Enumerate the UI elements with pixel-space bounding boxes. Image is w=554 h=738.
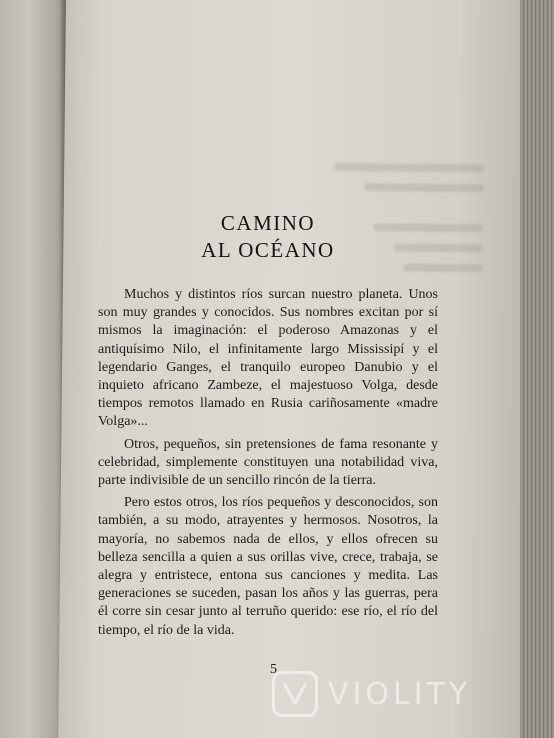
watermark-brand: VIOLITY [328, 676, 472, 712]
paragraph: Otros, pequeños, sin pretensiones de fama resonante y celebridad, simplemente constituyen una notabilidad viva, parte indivisible de un sencillo rincón de la tierra. [98, 436, 438, 489]
violity-logo-icon [272, 671, 318, 717]
chapter-body [98, 286, 438, 644]
page-content [98, 0, 508, 738]
page-stack-edge [520, 0, 554, 738]
watermark [272, 668, 471, 720]
chapter-title-line-2: AL OCÉANO [201, 238, 335, 262]
paragraph: Muchos y distintos ríos surcan nuestro planeta. Unos son muy grandes y conocidos. Sus nombres excitan por sí mismos la imaginación: el poderoso Amazonas y el antiquísimo Nilo, el infinitamente largo Mississipí y el legendario Ganges, el tranquilo europeo Danubio y el inquieto africano Zambeze, el majestuoso Volga, desde tiempos remotos llamado en Rusia cariñosamente «madre Volga»... [98, 287, 438, 430]
paragraph: Pero estos otros, los ríos pequeños y desconocidos, son también, a su modo, atrayentes y hermosos. Nosotros, la mayoría, no sabemos nada de ellos, y ellos ofrecen su belleza sencilla a quien a sus orillas vive, crece, trabaja, se alegra y entristece, entona sus canciones y medita. Las generaciones se suceden, pasan los años y las guerras, pera él corre sin cesar junto al terruño querido: ese río, el río del tiempo, el río de la vida. [98, 495, 438, 638]
chapter-title-line-1: CAMINO [220, 211, 316, 235]
chapter-title [98, 210, 438, 264]
page-number: 5 [270, 662, 277, 677]
